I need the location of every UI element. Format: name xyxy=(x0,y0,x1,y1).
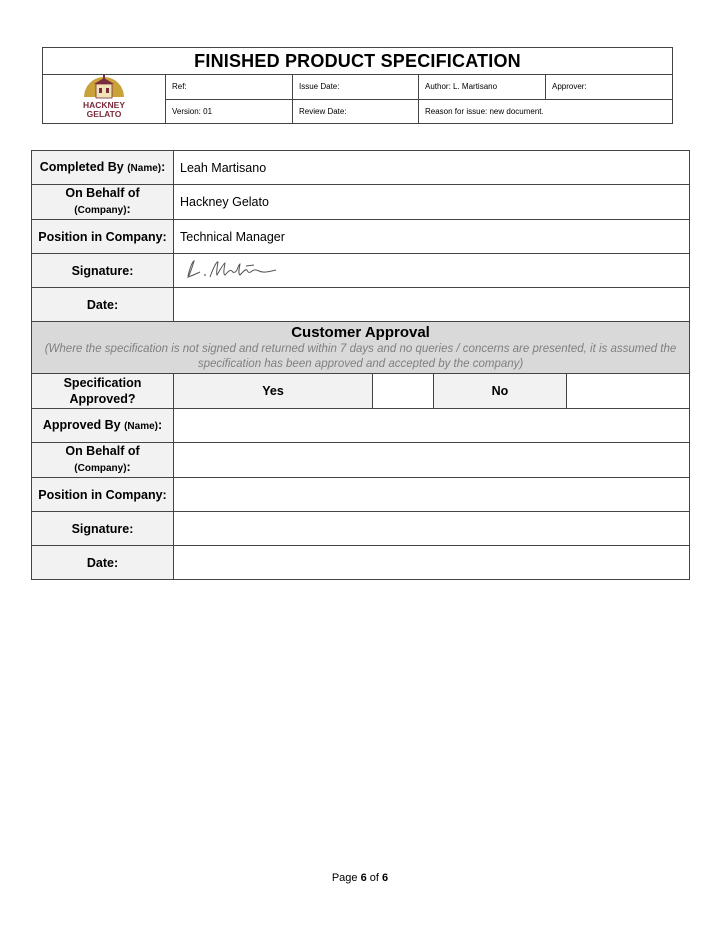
completed-by-value[interactable]: Leah Martisano xyxy=(174,151,690,185)
version-field: Version: 01 xyxy=(166,99,293,124)
on-behalf-label: On Behalf of (Company): xyxy=(32,185,174,220)
document-title: FINISHED PRODUCT SPECIFICATION xyxy=(43,48,673,75)
approval-signature-value[interactable] xyxy=(174,512,690,546)
approval-position-label: Position in Company: xyxy=(32,478,174,512)
position-value[interactable]: Technical Manager xyxy=(174,220,690,254)
customer-approval-section xyxy=(32,322,690,374)
approver-field: Approver: xyxy=(546,75,673,100)
page-footer: Page 6 of 6 xyxy=(331,872,389,884)
document-header xyxy=(42,47,673,124)
date-label: Date: xyxy=(32,288,174,322)
approval-date-label: Date: xyxy=(32,546,174,580)
approval-on-behalf-value[interactable] xyxy=(174,443,690,478)
spec-approved-label: Specification Approved? xyxy=(32,374,174,409)
issue-date-field: Issue Date: xyxy=(293,75,419,100)
no-checkbox[interactable] xyxy=(567,374,690,409)
approved-by-label: Approved By (Name): xyxy=(32,409,174,443)
logo-cell xyxy=(43,75,166,124)
no-label: No xyxy=(434,374,567,409)
page-number: 6 xyxy=(360,872,367,884)
reason-field: Reason for issue: new document. xyxy=(419,99,673,124)
logo-line-2: GELATO xyxy=(86,109,122,119)
yes-label: Yes xyxy=(174,374,373,409)
approval-date-value[interactable] xyxy=(174,546,690,580)
logo-line-1: HACKNEY xyxy=(82,100,126,110)
handwritten-signature-icon xyxy=(180,256,290,282)
signature-value[interactable] xyxy=(174,254,690,288)
approval-on-behalf-label: On Behalf of (Company): xyxy=(32,443,174,478)
customer-approval-note: (Where the specification is not signed and returned within 7 days and no queries / concerns are presented, it is assumed the specification has been approved and accepted by the company) xyxy=(44,342,677,370)
specification-form xyxy=(31,150,690,580)
completed-by-label: Completed By (Name): xyxy=(32,151,174,185)
customer-approval-title: Customer Approval xyxy=(291,323,430,341)
ref-field: Ref: xyxy=(166,75,293,100)
yes-checkbox[interactable] xyxy=(373,374,434,409)
approval-signature-label: Signature: xyxy=(32,512,174,546)
hackney-gelato-logo-icon xyxy=(74,75,134,121)
approved-by-value[interactable] xyxy=(174,409,690,443)
on-behalf-value[interactable]: Hackney Gelato xyxy=(174,185,690,220)
author-field: Author: L. Martisano xyxy=(419,75,546,100)
signature-label: Signature: xyxy=(32,254,174,288)
position-label: Position in Company: xyxy=(32,220,174,254)
approval-position-value[interactable] xyxy=(174,478,690,512)
review-date-field: Review Date: xyxy=(293,99,419,124)
date-value[interactable] xyxy=(174,288,690,322)
page-total: 6 xyxy=(382,872,389,884)
